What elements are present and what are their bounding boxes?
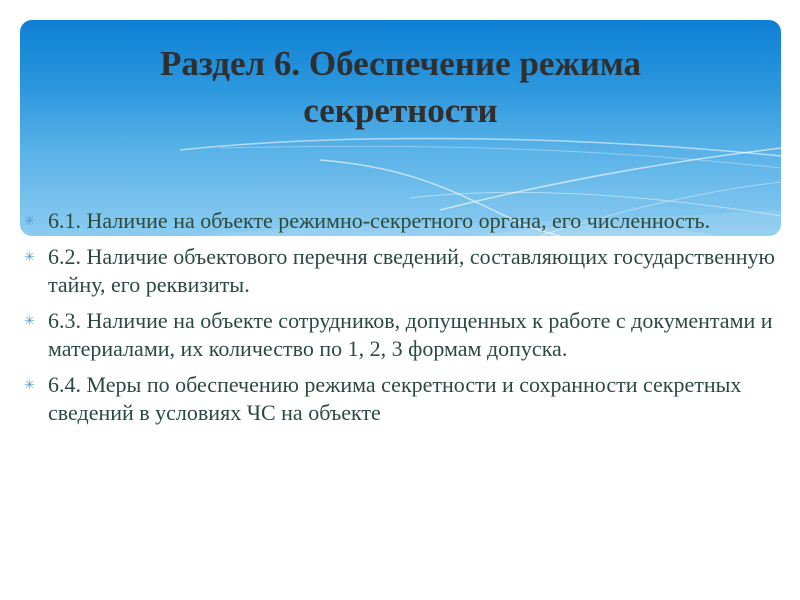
title-line-2: секретности [303,91,498,130]
list-item [24,307,776,363]
list-item-text: 6.2. Наличие объектового перечня сведений, составляющих государственную тайну, его реквизиты. [48,244,775,297]
list-item [24,207,776,235]
title-line-1: Раздел 6. Обеспечение режима [159,44,642,83]
list-item [24,371,776,427]
list-item-text: 6.3. Наличие на объекте сотрудников, допущенных к работе с документами и материалами, их количество по 1, 2, 3 формам допуска. [48,308,773,361]
bullet-asterisk-icon: ✳ [24,377,35,392]
bullet-asterisk-icon: ✳ [24,313,35,328]
list-item-text: 6.1. Наличие на объекте режимно-секретного органа, его численность. [48,208,711,233]
list-item-text: 6.4. Меры по обеспечению режима секретности и сохранности секретных сведений в условиях ЧС на объекте [48,372,742,425]
bullet-asterisk-icon: ✳ [24,249,35,264]
list-item [24,243,776,299]
bullet-list [24,207,776,435]
page-title [20,40,781,134]
bullet-asterisk-icon: ✳ [24,213,35,228]
